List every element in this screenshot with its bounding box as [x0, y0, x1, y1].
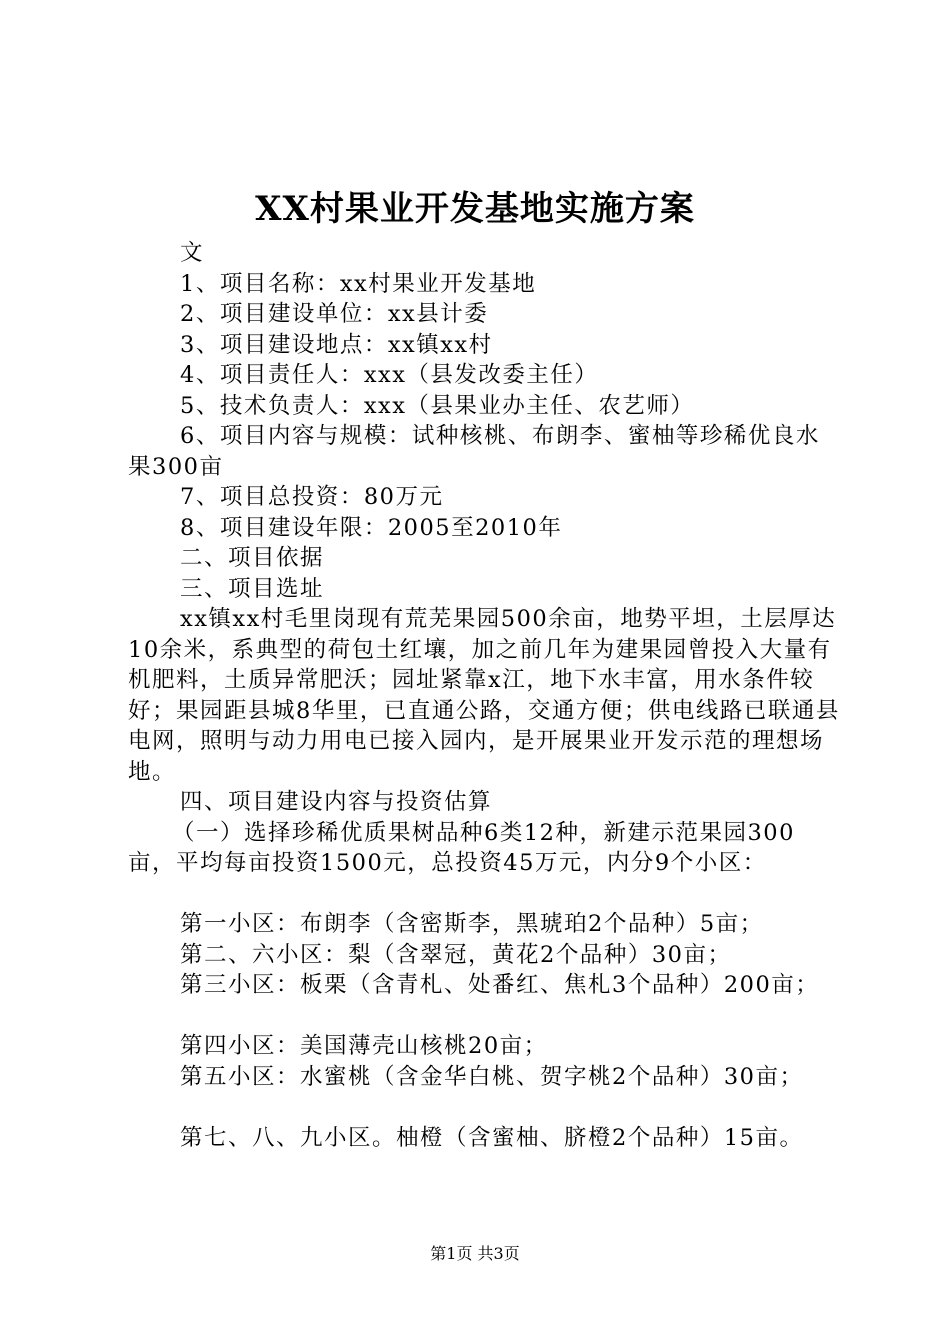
list-item: 第三小区：板栗（含青札、处番红、焦札3个品种）200亩；: [180, 972, 820, 998]
paragraph: 2、项目建设单位：xx县计委: [180, 301, 489, 327]
list-item: 第二、六小区：梨（含翠冠，黄花2个品种）30亩；: [180, 941, 732, 968]
list-item: 第四小区：美国薄壳山核桃20亩；: [180, 1033, 548, 1059]
section-heading: 二、项目依据: [180, 545, 325, 571]
section-heading: 三、项目选址: [180, 575, 325, 602]
paragraph: （一）选择珍稀优质果树品种6类12种，新建示范果园300亩，平均每亩投资1500元，总投资45万元，内分9个小区：: [128, 819, 795, 876]
paragraph: 6、项目内容与规模：试种核桃、布朗李、蜜柚等珍稀优良水果300亩: [128, 423, 820, 480]
list-item: 第七、八、九小区。柚橙（含蜜柚、脐橙2个品种）15亩。: [180, 1124, 804, 1151]
list-item: 第一小区：布朗李（含密斯李，黑琥珀2个品种）5亩；: [180, 911, 764, 937]
paragraph: 7、项目总投资：80万元: [180, 484, 444, 510]
paragraph: xx镇xx村毛里岗现有荒芜果园500余亩，地势平坦，土层厚达10余米，系典型的荷包土红壤，加之前几年为建果园曾投入大量有机肥料，土质异常肥沃；园址紧靠x江，地下水丰富，用水条件较好；果园距县城8华里，已直通公路，交通方便；供电线路已联通县电网，照明与动力用电已接入园内，是开展果业开发示范的理想场地。: [128, 606, 840, 785]
list-item: 第五小区：水蜜桃（含金华白桃、贺字桃2个品种）30亩；: [180, 1063, 804, 1090]
section-heading: 四、项目建设内容与投资估算: [180, 789, 493, 815]
paragraph: 1、项目名称：xx村果业开发基地: [180, 270, 537, 297]
paragraph: 8、项目建设年限：2005至2010年: [180, 514, 563, 541]
spacer: [128, 879, 840, 910]
paragraph: 5、技术负责人：xxx（县果业办主任、农艺师）: [180, 392, 695, 419]
page-footer: 第1页 共3页: [430, 1244, 520, 1263]
document-body: [128, 238, 840, 1153]
spacer: [128, 1001, 840, 1032]
document-title: XX村果业开发基地实施方案: [255, 189, 695, 229]
paragraph: 4、项目责任人：xxx（县发改委主任）: [180, 362, 599, 388]
paragraph: 3、项目建设地点：xx镇xx村: [180, 331, 493, 358]
paragraph: 文: [180, 240, 205, 266]
spacer: [128, 1092, 840, 1123]
